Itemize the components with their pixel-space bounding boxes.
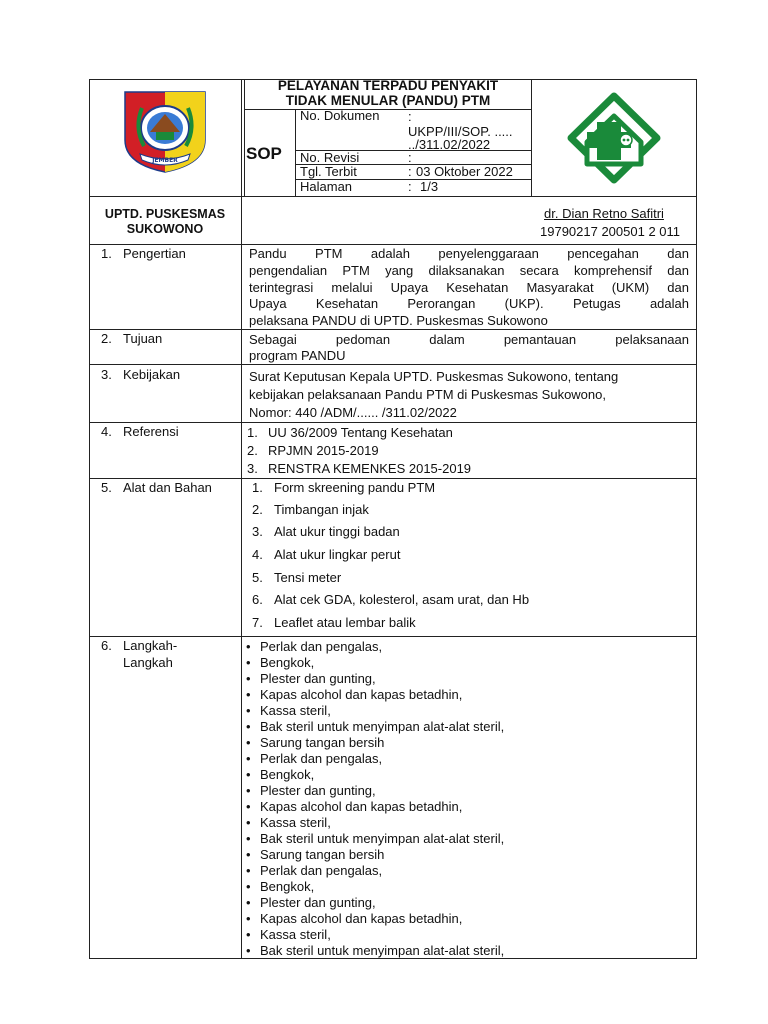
meta-value-halaman: 1/3 [420,179,439,194]
section-label-langkah-line2: Langkah [123,655,173,670]
bullet-icon: • [246,687,251,702]
bullet-icon: • [246,671,251,686]
document-title-line2: TIDAK MENULAR (PANDU) PTM [285,93,491,108]
langkah-item-text: Kassa steril, [260,815,331,830]
section-number-pengertian: 1. [101,246,112,261]
jember-regency-logo [120,88,210,174]
section-label-referensi: Referensi [123,424,179,439]
meta-label-no-revisi: No. Revisi [300,150,360,165]
langkah-item [246,815,686,831]
alat-item-number: 4. [252,547,263,562]
kebijakan-line: Surat Keputusan Kepala UPTD. Puskesmas Sukowono, tentang [249,369,619,384]
section-number-tujuan: 2. [101,331,112,346]
referensi-item-number: 3. [247,461,258,476]
referensi-item-text: UU 36/2009 Tentang Kesehatan [268,425,453,440]
alat-item-number: 5. [252,570,263,585]
bullet-icon: • [246,927,251,942]
signatory-name: dr. Dian Retno Safitri [544,206,664,221]
tujuan-line: Sebagai pedoman dalam pemantauan pelaksanaan [249,332,689,347]
pengertian-line: Upaya Kesehatan Perorangan (UKP). Petugas adalah [249,296,689,311]
meta-label-tgl-terbit: Tgl. Terbit [300,164,357,179]
tujuan-line: program PANDU [249,348,346,363]
alat-item-text: Tensi meter [274,570,342,585]
langkah-item [246,911,686,927]
langkah-item-text: Perlak dan pengalas, [260,751,383,766]
langkah-item [246,703,686,719]
puskesmas-logo [567,92,661,184]
bullet-icon: • [246,751,251,766]
kebijakan-line: kebijakan pelaksanaan Pandu PTM di Puskesmas Sukowono, [249,387,606,402]
langkah-item-text: Plester dan gunting, [260,671,376,686]
langkah-item [246,735,686,751]
alat-item-number: 7. [252,615,263,630]
section-number-langkah: 6. [101,638,112,653]
alat-item-text: Form skreening pandu PTM [274,480,436,495]
bullet-icon: • [246,719,251,734]
section-label-langkah-line1: Langkah- [123,638,178,653]
langkah-item [246,847,686,863]
alat-item-text: Alat ukur lingkar perut [274,547,401,562]
pengertian-line: pelaksana PANDU di UPTD. Puskesmas Sukowono [249,313,548,328]
langkah-item-text: Sarung tangan bersih [260,735,385,750]
langkah-item-text: Bak steril untuk menyimpan alat-alat steril, [260,943,505,958]
bullet-icon: • [246,799,251,814]
bullet-icon: • [246,879,251,894]
bullet-icon: • [246,767,251,782]
meta-value-no-dokumen-line1: UKPP/III/SOP. ..... [408,124,513,139]
section-label-alat-bahan: Alat dan Bahan [123,480,212,495]
bullet-icon: • [246,895,251,910]
bullet-icon: • [246,703,251,718]
referensi-item-text: RPJMN 2015-2019 [268,443,379,458]
langkah-list [246,639,686,959]
bullet-icon: • [246,735,251,750]
meta-sep-tgl-terbit: : [408,164,412,179]
langkah-item [246,783,686,799]
langkah-item [246,879,686,895]
section-label-tujuan: Tujuan [123,331,163,346]
jember-logo-text: JEMBER [152,157,178,164]
bullet-icon: • [246,911,251,926]
langkah-item-text: Bengkok, [260,879,315,894]
langkah-item-text: Bak steril untuk menyimpan alat-alat steril, [260,831,505,846]
pengertian-line: pengendalian PTM yang dilaksanakan secara komprehensif dan [249,263,689,278]
langkah-item-text: Perlak dan pengalas, [260,863,383,878]
document-title-line1: PELAYANAN TERPADU PENYAKIT [277,78,499,93]
meta-sep-no-dokumen: : [408,109,412,124]
langkah-item [246,671,686,687]
alat-item-number: 3. [252,524,263,539]
langkah-item [246,751,686,767]
alat-item-text: Alat ukur tinggi badan [274,524,400,539]
section-number-referensi: 4. [101,424,112,439]
alat-item-text: Leaflet atau lembar balik [274,615,416,630]
langkah-item-text: Plester dan gunting, [260,783,376,798]
langkah-item-text: Kapas alcohol dan kapas betadhin, [260,687,463,702]
institution-name-line2: SUKOWONO [126,222,204,236]
langkah-item-text: Kapas alcohol dan kapas betadhin, [260,911,463,926]
bullet-icon: • [246,783,251,798]
alat-item-number: 1. [252,480,263,495]
referensi-item-number: 1. [247,425,258,440]
langkah-item [246,895,686,911]
bullet-icon: • [246,943,251,958]
section-number-kebijakan: 3. [101,367,112,382]
pengertian-line: terintegrasi melalui Upaya Kesehatan Masyarakat (UKM) dan [249,280,689,295]
langkah-item [246,799,686,815]
meta-value-tgl-terbit: 03 Oktober 2022 [416,164,513,179]
section-label-pengertian: Pengertian [123,246,186,261]
meta-sep-no-revisi: : [408,150,412,165]
langkah-item [246,927,686,943]
langkah-item [246,831,686,847]
section-label-kebijakan: Kebijakan [123,367,181,382]
langkah-item [246,863,686,879]
langkah-item-text: Kassa steril, [260,703,331,718]
langkah-item [246,687,686,703]
bullet-icon: • [246,863,251,878]
alat-item-text: Alat cek GDA, kolesterol, asam urat, dan Hb [274,592,530,607]
langkah-item [246,655,686,671]
pengertian-line: Pandu PTM adalah penyelenggaraan pencegahan dan [249,246,689,261]
langkah-item-text: Kapas alcohol dan kapas betadhin, [260,799,463,814]
meta-value-no-dokumen-line2: ../311.02/2022 [408,137,491,152]
sop-label: SOP [246,144,282,163]
referensi-item-text: RENSTRA KEMENKES 2015-2019 [268,461,472,476]
langkah-item-text: Sarung tangan bersih [260,847,385,862]
langkah-item-text: Bengkok, [260,655,315,670]
institution-name-line1: UPTD. PUSKESMAS [104,207,226,221]
langkah-item-text: Plester dan gunting, [260,895,376,910]
referensi-item-number: 2. [247,443,258,458]
bullet-icon: • [246,655,251,670]
bullet-icon: • [246,847,251,862]
langkah-item [246,719,686,735]
kebijakan-line: Nomor: 440 /ADM/...... /311.02/2022 [249,405,457,420]
langkah-item-text: Perlak dan pengalas, [260,639,383,654]
langkah-item [246,943,686,959]
bullet-icon: • [246,639,251,654]
langkah-item-text: Bengkok, [260,767,315,782]
meta-label-halaman: Halaman [300,179,353,194]
bullet-icon: • [246,815,251,830]
alat-item-number: 6. [252,592,263,607]
alat-item-number: 2. [252,502,263,517]
signatory-nip: 19790217 200501 2 011 [540,224,681,239]
langkah-item-text: Kassa steril, [260,927,331,942]
langkah-item [246,639,686,655]
langkah-item [246,767,686,783]
bullet-icon: • [246,831,251,846]
section-number-alat-bahan: 5. [101,480,112,495]
langkah-item-text: Bak steril untuk menyimpan alat-alat steril, [260,719,505,734]
meta-sep-halaman: : [408,179,412,194]
meta-label-no-dokumen: No. Dokumen [300,108,380,123]
alat-item-text: Timbangan injak [274,502,369,517]
